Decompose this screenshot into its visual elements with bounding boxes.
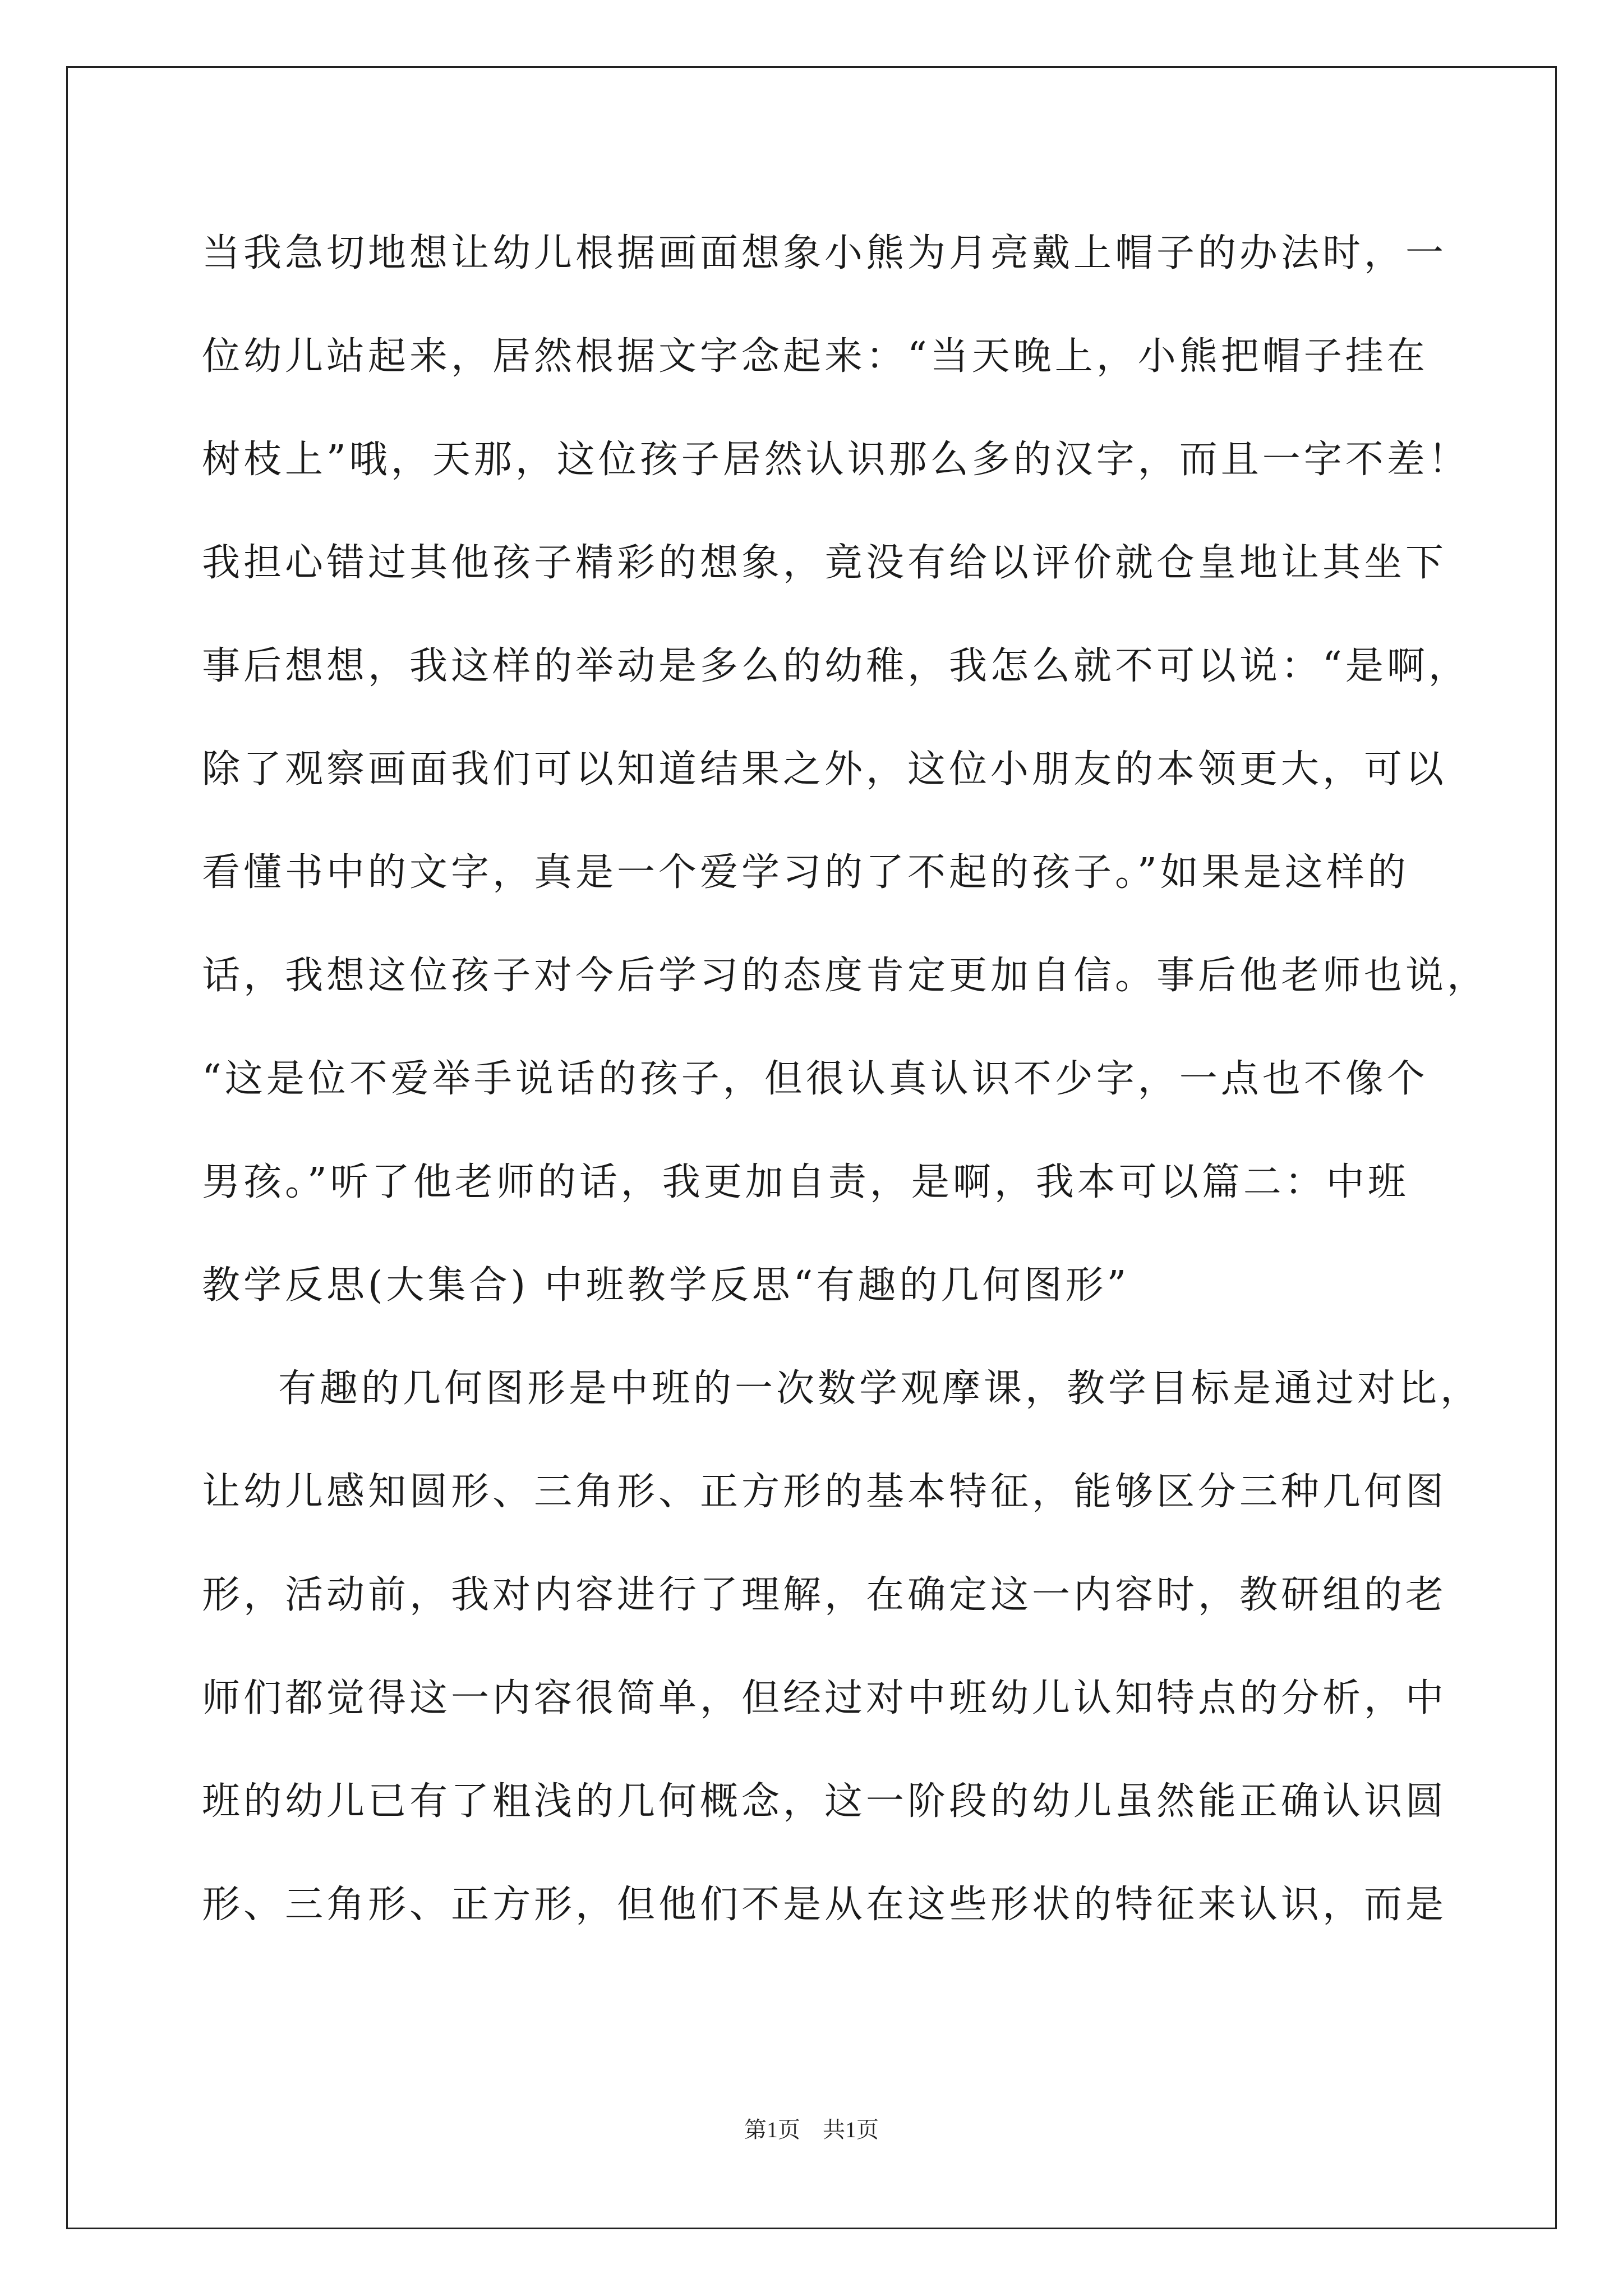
- text-line: 位幼儿站起来，居然根据文字念起来：“当天晚上，小熊把帽子挂在: [202, 334, 1428, 379]
- text-line: 男孩。”听了他老师的话，我更加自责，是啊，我本可以篇二：中班: [202, 1160, 1409, 1204]
- text-line: 形，活动前，我对内容进行了理解，在确定这一内容时，教研组的老: [202, 1573, 1447, 1617]
- text-line: 看懂书中的文字，真是一个爱学习的了不起的孩子。”如果是这样的: [202, 850, 1409, 895]
- text-line: 教学反思(大集合) 中班教学反思“有趣的几何图形”: [202, 1263, 1130, 1308]
- text-line: 话，我想这位孩子对今后学习的态度肯定更加自信。事后他老师也说，: [202, 954, 1489, 998]
- text-line: 事后想想，我这样的举动是多么的幼稚，我怎么就不可以说：“是啊，: [202, 644, 1470, 688]
- text-line: 形、三角形、正方形，但他们不是从在这些形状的特征来认识，而是: [202, 1883, 1447, 1927]
- text-line: 除了观察画面我们可以知道结果之外，这位小朋友的本领更大，可以: [202, 747, 1447, 792]
- page-number-footer: 第1页 共1页: [744, 2117, 879, 2142]
- paragraph-start-line: 有趣的几何图形是中班的一次数学观摩课，教学目标是通过对比，: [278, 1366, 1482, 1411]
- text-line: 让幼儿感知圆形、三角形、正方形的基本特征，能够区分三种几何图: [202, 1470, 1447, 1514]
- text-line: 树枝上”哦，天那，这位孩子居然认识那么多的汉字，而且一字不差！: [202, 438, 1470, 482]
- document-body: [202, 202, 1489, 1957]
- text-line: 班的幼儿已有了粗浅的几何概念，这一阶段的幼儿虽然能正确认识圆: [202, 1779, 1447, 1824]
- text-line: 当我急切地想让幼儿根据画面想象小熊为月亮戴上帽子的办法时，一: [202, 231, 1447, 275]
- text-line: 师们都觉得这一内容很简单，但经过对中班幼儿认知特点的分析，中: [202, 1676, 1447, 1720]
- text-line: 我担心错过其他孩子精彩的想象，竟没有给以评价就仓皇地让其坐下: [202, 541, 1447, 585]
- text-line: “这是位不爱举手说话的孩子，但很认真认识不少字，一点也不像个: [202, 1057, 1428, 1101]
